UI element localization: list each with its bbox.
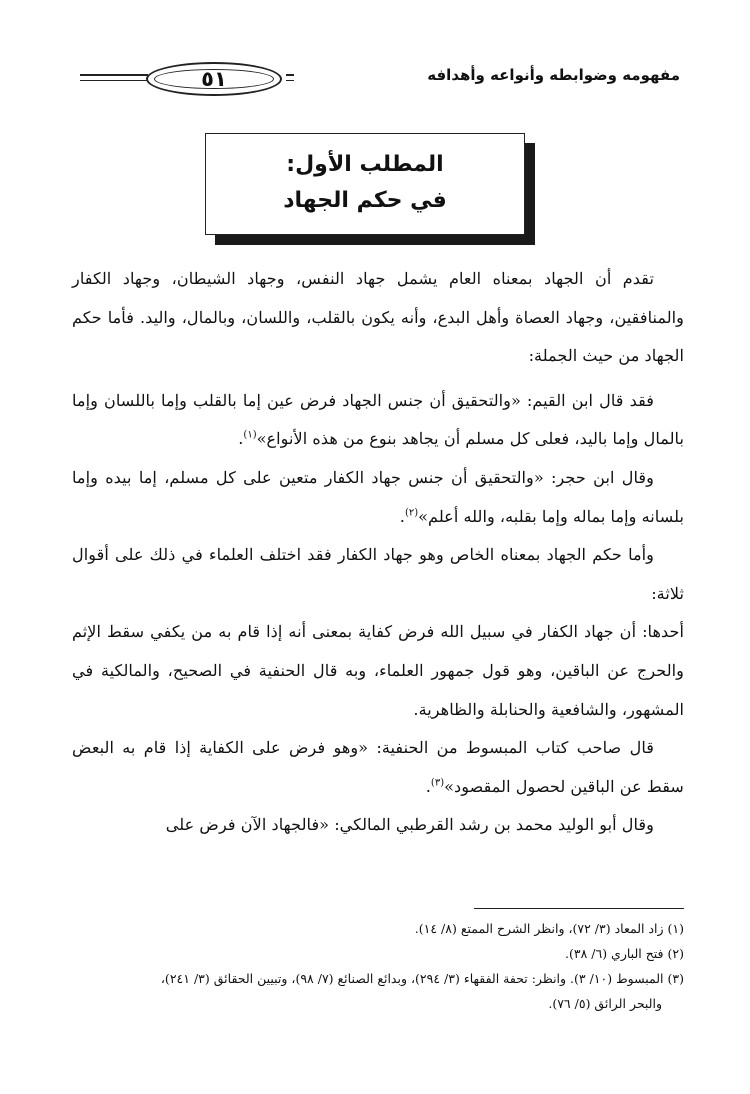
footnote-2: (٢) فتح الباري (٦/ ٣٨). bbox=[565, 946, 684, 961]
paragraph-3: وقال ابن حجر: «والتحقيق أن جنس جهاد الكفار متعين على كل مسلم، إما بيده وإما بلسانه وإما بماله وإما بقلبه، والله أعلم»$^{(٢)}$. bbox=[72, 467, 684, 526]
paragraph-text: أحدها: أن جهاد الكفار في سبيل الله فرض كفاية بمعنى أنه إذا قام به من يكفي سقط الإثم والحرج عن الباقين، وهو قول جمهور العلماء، وبه قال الحنفية في الصحيح، والمالكية في المشهور، والشافعية والحنابلة والظاهرية. bbox=[72, 622, 684, 719]
section-title-box bbox=[205, 133, 525, 235]
footnote-ref: (١) bbox=[243, 429, 257, 441]
paragraph-6: قال صاحب كتاب المبسوط من الحنفية: «وهو فرض على الكفاية إذا قام به البعض سقط عن الباقين لحصول المقصود»$^{(٣)}$. bbox=[72, 738, 684, 796]
section-title: المطلب الأول: bbox=[286, 152, 444, 177]
header-rule bbox=[80, 80, 148, 81]
paragraph-7 bbox=[72, 806, 684, 845]
paragraph-5 bbox=[72, 613, 684, 729]
footnote-3: (٣) المبسوط (١٠/ ٣). وانظر: تحفة الفقهاء (٣/ ٢٩٤)، وبدائع الصنائع (٧/ ٩٨)، وتبيين الحقائق (٣/ ٢٤١)، bbox=[160, 971, 684, 986]
page-number: ٥١ bbox=[201, 67, 227, 91]
running-title: مفهومه وضوابطه وأنواعه وأهدافه bbox=[294, 58, 680, 92]
paragraph-text: وقال ابن حجر: «والتحقيق أن جنس جهاد الكفار متعين على كل مسلم، إما بيده وإما بلسانه وإما بماله وإما بقلبه، والله أعلم» bbox=[72, 467, 684, 526]
paragraph-text: وقال أبو الوليد محمد بن رشد القرطبي المالكي: «فالجهاد الآن فرض على bbox=[165, 815, 654, 835]
header-rule bbox=[80, 74, 148, 76]
footnote-ref: (٢) bbox=[404, 507, 419, 519]
paragraph-4 bbox=[72, 536, 684, 613]
page-header bbox=[80, 58, 680, 98]
paragraph-2: فقد قال ابن القيم: «والتحقيق أن جنس الجهاد فرض عين إما بالقلب وإما باللسان وإما بالمال وإما باليد، فعلى كل مسلم أن يجاهد بنوع من هذه الأنواع»$^{(١)}$. bbox=[72, 390, 684, 449]
footnotes bbox=[72, 916, 684, 1016]
page-number-oval bbox=[146, 62, 282, 96]
footnote-ref: (٣) bbox=[430, 777, 445, 789]
paragraph-text: قال صاحب كتاب المبسوط من الحنفية: «وهو فرض على الكفاية إذا قام به البعض سقط عن الباقين لحصول المقصود» bbox=[72, 738, 684, 796]
body-text bbox=[72, 260, 684, 845]
paragraph-text: تقدم أن الجهاد بمعناه العام يشمل جهاد النفس، وجهاد الشيطان، وجهاد الكفار والمنافقين، وجهاد العصاة وأهل البدع، وأنه يكون بالقلب، واللسان، وبالمال، واليد. فأما حكم الجهاد من حيث الجملة: bbox=[72, 269, 684, 366]
footnote-separator bbox=[474, 908, 684, 909]
footnote-1: (١) زاد المعاد (٣/ ٧٢)، وانظر الشرح الممتع (٨/ ١٤). bbox=[414, 921, 684, 936]
footnote-3-continued: والبحر الرائق (٥/ ٧٦). bbox=[548, 996, 662, 1011]
section-subtitle: في حكم الجهاد bbox=[283, 188, 447, 213]
paragraph-text: فقد قال ابن القيم: «والتحقيق أن جنس الجهاد فرض عين إما بالقلب وإما باللسان وإما بالمال وإما باليد، فعلى كل مسلم أن يجاهد بنوع من هذه الأنواع» bbox=[72, 390, 684, 449]
paragraph-text: وأما حكم الجهاد بمعناه الخاص وهو جهاد الكفار فقد اختلف العلماء في ذلك على أقوال ثلاثة: bbox=[72, 545, 684, 603]
paragraph-1 bbox=[72, 260, 684, 376]
